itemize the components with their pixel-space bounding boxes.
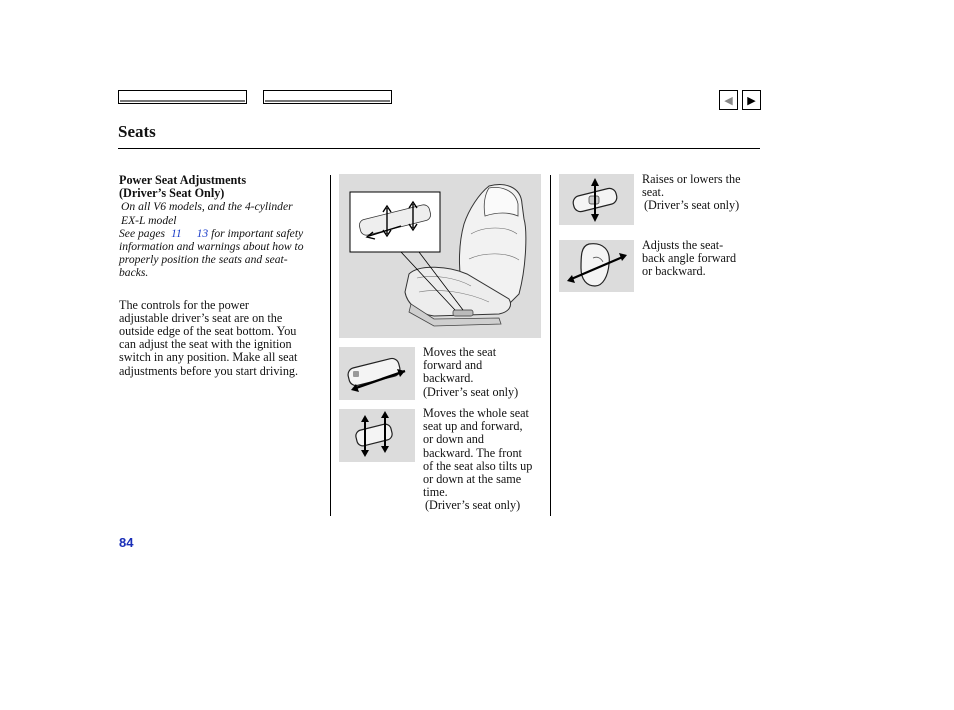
description-line: Moves the seat <box>423 345 497 359</box>
column-divider-left <box>330 175 331 516</box>
description-line: Adjusts the seat- <box>642 238 724 252</box>
nav-tab-1[interactable] <box>118 90 247 104</box>
raise-lower-switch-icon <box>559 174 634 225</box>
body-paragraph <box>119 299 325 378</box>
seat-illustration <box>339 174 541 338</box>
safety-line: information and warnings about how to <box>119 240 304 254</box>
seat-drawing <box>339 174 541 338</box>
description-line: (Driver’s seat only) <box>423 384 519 399</box>
forward-backward-switch-figure <box>339 347 415 400</box>
see-pages-suffix: for important safety <box>211 226 304 240</box>
description-line: backward. The front <box>423 445 522 460</box>
see-pages-text: See pages <box>119 226 166 240</box>
prev-page-button[interactable] <box>719 90 738 110</box>
description-line: (Driver’s seat only) <box>644 198 740 213</box>
page-link-13[interactable]: 13 <box>196 226 209 240</box>
seatback-switch-icon <box>559 240 634 292</box>
description-line: (Driver’s seat only) <box>425 498 521 513</box>
whole-seat-switch-figure <box>339 409 415 462</box>
safety-line <box>119 227 325 240</box>
body-line: switch in any position. Make all seat <box>119 350 298 365</box>
body-line: adjustments before you start driving. <box>119 363 299 378</box>
raise-lower-description <box>642 173 762 213</box>
safety-note <box>119 227 325 280</box>
header-rule <box>118 148 760 149</box>
page-title: Seats <box>118 122 156 141</box>
safety-line: backs. <box>119 266 149 280</box>
seatback-switch-figure <box>559 240 634 292</box>
description-line: or down and <box>423 432 484 447</box>
left-column <box>119 174 325 378</box>
model-note-line: EX-L model <box>121 213 177 227</box>
description-line: Raises or lowers the <box>642 172 741 186</box>
raise-lower-switch-figure <box>559 174 634 225</box>
description-line: Moves the whole seat <box>423 406 529 420</box>
model-note-line: On all V6 models, and the 4-cylinder <box>121 200 293 214</box>
page-link-11[interactable]: 11 <box>170 226 182 240</box>
body-line: can adjust the seat with the ignition <box>119 337 292 352</box>
triangle-right-icon: ▶ <box>747 93 756 107</box>
body-line: The controls for the power <box>119 297 249 312</box>
forward-backward-switch-icon <box>339 347 415 400</box>
model-note <box>121 200 325 226</box>
description-line: time. <box>423 485 448 500</box>
whole-seat-switch-icon <box>339 409 415 462</box>
triangle-left-icon: ◀ <box>724 93 733 107</box>
description-line: of the seat also tilts up <box>423 458 533 473</box>
description-line: forward and <box>423 358 483 373</box>
description-line: seat up and forward, <box>423 419 523 434</box>
heading-line: (Driver’s Seat Only) <box>119 186 225 201</box>
body-line: outside edge of the seat bottom. You <box>119 324 297 339</box>
next-page-button[interactable] <box>742 90 761 110</box>
page-number[interactable]: 84 <box>119 535 134 550</box>
description-line: seat. <box>642 185 664 200</box>
description-line: back angle forward <box>642 251 737 266</box>
forward-backward-description <box>423 346 547 399</box>
section-heading <box>119 174 325 200</box>
body-line: adjustable driver’s seat are on the <box>119 310 283 325</box>
nav-tab-2[interactable] <box>263 90 392 104</box>
description-line: or backward. <box>642 264 706 279</box>
safety-line: properly position the seats and seat- <box>119 253 288 267</box>
whole-seat-description <box>423 407 549 513</box>
description-line: or down at the same <box>423 472 522 487</box>
description-line: backward. <box>423 371 474 386</box>
heading-line: Power Seat Adjustments <box>119 173 247 187</box>
column-divider-right <box>550 175 551 516</box>
seatback-description <box>642 239 762 279</box>
